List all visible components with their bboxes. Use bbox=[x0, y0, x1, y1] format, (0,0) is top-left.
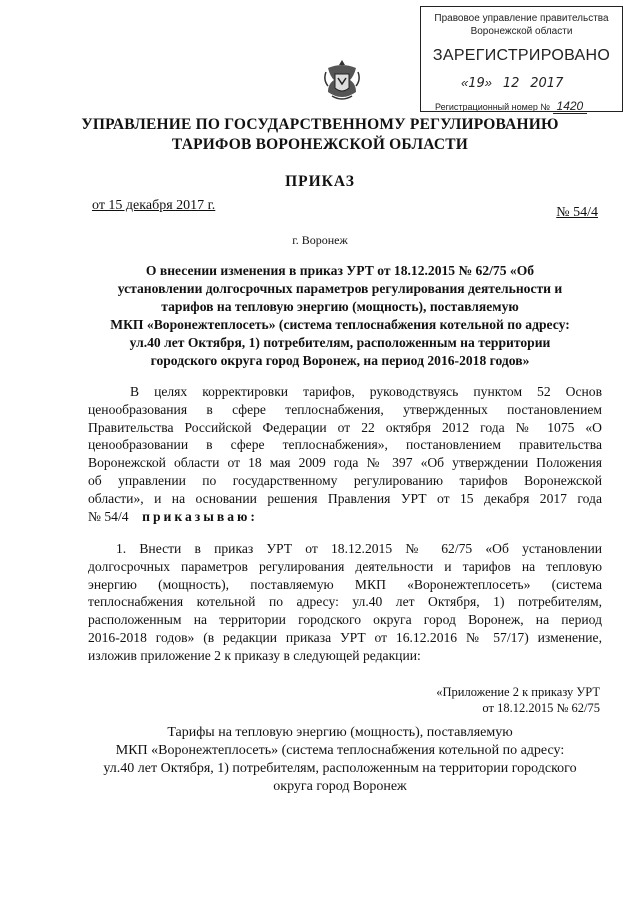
preamble-paragraph bbox=[88, 383, 602, 525]
document-date: от 15 декабря 2017 г. bbox=[92, 198, 216, 213]
stamp-line2: Воронежской области bbox=[470, 26, 573, 37]
subject-line: МКП «Воронежтеплосеть» (система теплоснабжения котельной по адресу: bbox=[110, 317, 570, 332]
stamp-reg-number: 1420 bbox=[553, 99, 588, 114]
stamp-line1: Правовое управление правительства bbox=[434, 13, 609, 24]
para-line: Правительства Российской Федерации от 22 октября 2012 года № 1075 «О bbox=[88, 419, 602, 435]
document-subject bbox=[60, 262, 620, 370]
coat-of-arms-icon bbox=[322, 58, 362, 102]
subject-line: О внесении изменения в приказ УРТ от 18.12.2015 № 62/75 «Об bbox=[145, 263, 535, 278]
stamp-reg bbox=[435, 99, 587, 113]
tariff-title-line: округа город Воронеж bbox=[273, 779, 407, 794]
para-line: 1. Внести в приказ УРТ от 18.12.2015 № 62/75 «Об установлении bbox=[116, 541, 602, 556]
appendix-reference bbox=[436, 684, 600, 716]
tariff-title-line: Тарифы на тепловую энергию (мощность), поставляемую bbox=[167, 725, 513, 740]
subject-line: установлении долгосрочных параметров регулирования деятельности и bbox=[117, 281, 563, 296]
para-line: В целях корректировки тарифов, руководствуясь пунктом 52 Основ bbox=[130, 384, 602, 399]
subject-line: ул.40 лет Октября, 1) потребителям, расположенным на территории bbox=[129, 335, 551, 350]
registration-stamp bbox=[420, 6, 623, 112]
subject-line: тарифов на тепловую энергию (мощность), поставляемую bbox=[161, 299, 519, 314]
document-city: г. Воронеж bbox=[292, 233, 348, 247]
document-type: ПРИКАЗ bbox=[285, 173, 355, 190]
para-line: ценообразовании в сфере теплоснабжения», постановлением правительства bbox=[88, 437, 602, 453]
tariff-title-line: ул.40 лет Октября, 1) потребителям, расположенным на территории городского bbox=[103, 761, 577, 776]
para-line: 2016-2018 годов» (в редакции приказа УРТ от 16.12.2016 № 57/17) изменение, bbox=[88, 629, 602, 645]
subject-line: городского округа город Воронеж, на период 2016-2018 годов» bbox=[150, 353, 530, 368]
order-word: приказываю: bbox=[142, 508, 258, 524]
para-line: расположенным на территории городского округа город Воронеж, на период bbox=[88, 612, 602, 628]
stamp-status: ЗАРЕГИСТРИРОВАНО bbox=[432, 47, 611, 64]
para-line: об управлении по государственному регулированию тарифов Воронежской bbox=[88, 472, 602, 488]
para-line: ценообразования в сфере теплоснабжения, утвержденных постановлением bbox=[88, 401, 602, 417]
para-line: теплоснабжения котельной по адресу: ул.40 лет Октября, 1) потребителям, bbox=[88, 594, 602, 610]
para-line: области», и на основании решения Правления УРТ от 15 декабря 2017 года bbox=[88, 490, 602, 506]
appendix-line2: от 18.12.2015 № 62/75 bbox=[482, 701, 600, 715]
org-name-line1: УПРАВЛЕНИЕ ПО ГОСУДАРСТВЕННОМУ РЕГУЛИРОВАНИЮ bbox=[81, 116, 559, 133]
appendix-line1: «Приложение 2 к приказу УРТ bbox=[436, 685, 600, 699]
para-line: Воронежской области от 18 мая 2009 года № 397 «Об утверждении Положения bbox=[88, 455, 602, 471]
document-number: № 54/4 bbox=[556, 205, 598, 220]
para-line: энергию (мощность), поставляемую МКП «Воронежтеплосеть» (система bbox=[88, 576, 602, 592]
stamp-date: «19» 12 2017 bbox=[461, 75, 564, 91]
stamp-day: 19 bbox=[468, 76, 485, 91]
tariff-title-line: МКП «Воронежтеплосеть» (система теплоснабжения котельной по адресу: bbox=[115, 743, 565, 758]
para-last-line bbox=[88, 508, 602, 526]
stamp-month: 12 bbox=[502, 76, 520, 91]
org-name-line2: ТАРИФОВ ВОРОНЕЖСКОЙ ОБЛАСТИ bbox=[171, 136, 469, 153]
stamp-reg-label: Регистрационный номер № bbox=[435, 102, 551, 112]
para-line: изложив приложение 2 к приказу в следующей редакции: bbox=[88, 647, 421, 663]
clause-1-paragraph bbox=[88, 540, 602, 665]
tariff-title bbox=[60, 724, 620, 796]
para-last-number: № 54/4 bbox=[88, 508, 129, 524]
para-line: долгосрочных параметров регулирования деятельности и тарифов на тепловую bbox=[88, 558, 602, 574]
stamp-year: 2017 bbox=[530, 76, 564, 91]
